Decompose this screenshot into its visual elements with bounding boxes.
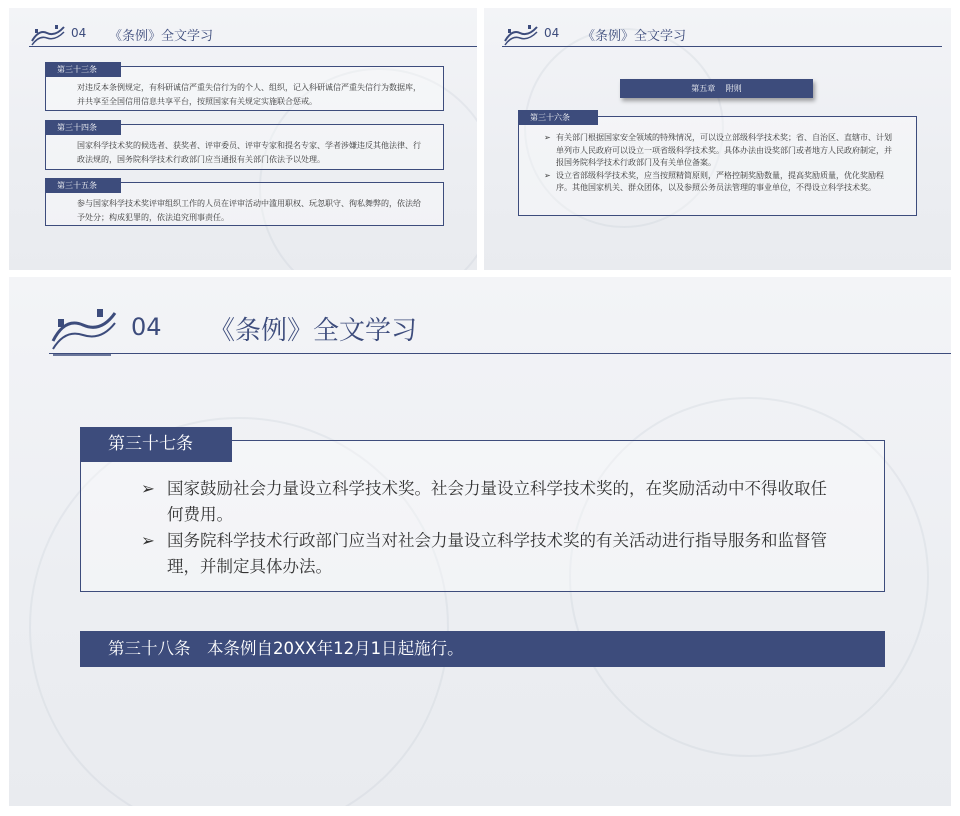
- arrow-bullet-icon: ➢: [141, 531, 155, 550]
- header-rule: [49, 353, 951, 354]
- article-text-35: 参与国家科学技术奖评审组织工作的人员在评审活动中滥用职权、玩忽职守、徇私舞弊的，依法给予处分；构成犯罪的，依法追究刑事责任。: [77, 199, 421, 222]
- chapter-banner: 第五章 附则: [620, 79, 813, 98]
- article-label-37: 第三十七条: [80, 427, 232, 462]
- list-item: ➢ 有关部门根据国家安全领域的特殊情况，可以设立部级科学技术奖；省、自治区、直辖市、计划单列市人民政府可以设立一项省级科学技术奖。具体办法由设奖部门或者地方人民政府制定，并报国务院科学技术行政部门及有关单位备案。: [544, 132, 894, 170]
- list-item: ➢ 设立省部级科学技术奖，应当按照精简原则，严格控制奖励数量，提高奖励质量，优化奖励程序。其他国家机关、群众团体，以及参照公务员法管理的事业单位，不得设立科学技术奖。: [544, 170, 894, 195]
- section-title: 《条例》全文学习: [209, 316, 418, 346]
- article-label-34: 第三十四条: [45, 120, 121, 135]
- article-38-banner: 第三十八条 本条例自20XX年12月1日起施行。: [80, 631, 885, 667]
- arrow-bullet-icon: ➢: [141, 479, 155, 498]
- section-title: 《条例》全文学习: [582, 29, 687, 44]
- article-label-36: 第三十六条: [518, 110, 598, 125]
- article-label-35: 第三十五条: [45, 178, 121, 193]
- article-label-33: 第三十三条: [45, 62, 121, 77]
- slide-thumbnail-2[interactable]: [484, 8, 951, 270]
- section-number: 04: [71, 26, 87, 40]
- arrow-bullet-icon: ➢: [544, 170, 551, 180]
- section-number: 04: [544, 26, 560, 40]
- section-number: 04: [131, 313, 162, 341]
- article-text-33: 对违反本条例规定，有科研诚信严重失信行为的个人、组织，记入科研诚信严重失信行为数据库，并共享至全国信用信息共享平台，按照国家有关规定实施联合惩戒。: [77, 83, 421, 106]
- article-bullets-37: [141, 476, 831, 580]
- list-item: ➢ 国务院科学技术行政部门应当对社会力量设立科学技术奖的有关活动进行指导服务和监督管理，并制定具体办法。: [141, 528, 831, 580]
- section-title: 《条例》全文学习: [109, 29, 214, 44]
- header-rule: [29, 46, 477, 47]
- list-item: ➢ 国家鼓励社会力量设立科学技术奖。社会力量设立科学技术奖的，在奖励活动中不得收取任何费用。: [141, 476, 831, 528]
- slide-thumbnail-1[interactable]: [9, 8, 477, 270]
- header-rule: [502, 46, 942, 47]
- arrow-bullet-icon: ➢: [544, 133, 551, 142]
- great-wall-icon: [51, 307, 117, 357]
- article-bullets-36: [544, 132, 894, 195]
- slide-main[interactable]: [9, 277, 951, 806]
- article-text-34: 国家科学技术奖的候选者、获奖者、评审委员、评审专家和提名专家、学者涉嫌违反其他法律、行政法规的，国务院科学技术行政部门应当通报有关部门依法予以处理。: [77, 141, 421, 164]
